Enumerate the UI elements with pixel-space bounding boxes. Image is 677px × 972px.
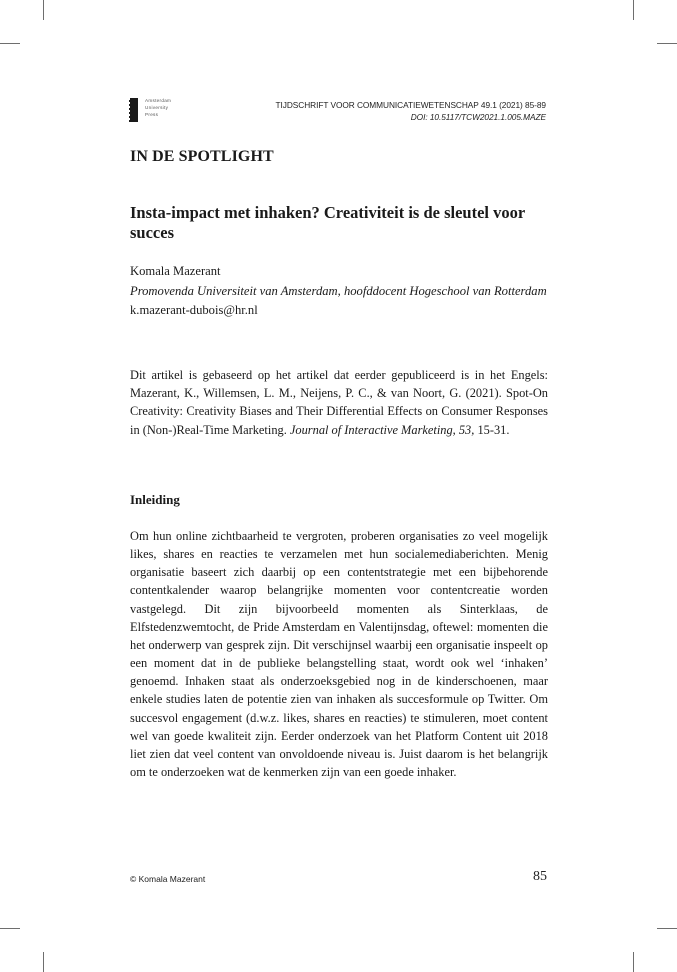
author-email[interactable]: k.mazerant-dubois@hr.nl [130, 303, 258, 318]
publisher-name-line: Press [145, 111, 159, 117]
crop-mark-top-right-vertical [633, 0, 634, 20]
crop-mark-bottom-left-vertical [43, 952, 44, 972]
source-note-text: Dit artikel is gebaseerd op het artikel dat eerder gepubliceerd is in het Engels: Mazerant, K., Willemsen, L. M., Neijens, P. C., & van Noort, G. (2021). Spot-On Creativity: Creativity Biases and Their Differential Effects on Consumer Responses in (Non-)Real-Time Marketing. [130, 368, 548, 437]
doi-link[interactable]: DOI: 10.5117/TCW2021.1.005.MAZE [410, 112, 546, 122]
crop-mark-top-left-horizontal [0, 43, 20, 44]
source-note [130, 366, 548, 439]
section-label: IN DE SPOTLIGHT [130, 148, 274, 165]
source-journal: Journal of Interactive Marketing, 53, [289, 422, 475, 437]
running-header [275, 99, 546, 123]
copyright-notice: © Komala Mazerant [130, 874, 206, 884]
journal-citation: TIJDSCHRIFT VOOR COMMUNICATIEWETENSCHAP 49.1 (2021) 85-89 [275, 100, 546, 110]
publisher-name-line: Amsterdam [145, 98, 172, 103]
crop-mark-bottom-right-horizontal [657, 928, 677, 929]
crop-mark-top-right-horizontal [657, 43, 677, 44]
publisher-name-line: University [145, 104, 169, 110]
section-heading-inleiding: Inleiding [130, 492, 180, 507]
author-affiliation: Promovenda Universiteit van Amsterdam, hoofddocent Hogeschool van Rotterdam [130, 283, 547, 298]
amsterdam-university-press-logo-icon [129, 98, 138, 122]
crop-mark-top-left-vertical [43, 0, 44, 20]
article-title: Insta-impact met inhaken? Creativiteit is de sleutel voor succes [130, 203, 525, 242]
author-block [130, 262, 550, 321]
source-pages: 15-31. [474, 422, 510, 437]
crop-mark-bottom-right-vertical [633, 952, 634, 972]
crop-mark-bottom-left-horizontal [0, 928, 20, 929]
body-paragraph: Om hun online zichtbaarheid te vergroten, proberen organisaties zo veel mogelijk likes, shares en reacties te verzamelen met hun socialemediaberichten. Menig organisatie baseert zich daarbij op een contentstrategie met een bijbehorende contentkalender waarop belangrijke momenten voor contentcreatie worden vastgelegd. Dit zijn bijvoorbeeld momenten als Sinterklaas, de Elfstedenzwemtocht, de Pride Amsterdam en Valentijnsdag, oftewel: momenten die het onderwerp van gesprek zijn. Dit verschijnsel waarbij een organisatie inspeelt op een moment dat in de publieke belangstelling staat, wordt ook wel ‘inhaken’ genoemd. Inhaken staat als onderzoeksgebied nog in de kinderschoenen, maar enkele studies laten de potentie zien van inhaken als succesformule op Twitter. Om succesvol engagement (d.w.z. likes, shares en reacties) te stimuleren, moet content wel van goede kwaliteit zijn. Eerder onderzoek van het Platform Content uit 2018 liet zien dat veel content van onvoldoende niveau is. Juist daarom is het belangrijk om te onderzoeken wat de kenmerken zijn van een goede inhaker. [130, 529, 548, 780]
publisher-name [145, 98, 171, 118]
author-name: Komala Mazerant [130, 264, 221, 278]
page-number: 85 [533, 869, 547, 884]
publisher-logo [129, 98, 171, 122]
